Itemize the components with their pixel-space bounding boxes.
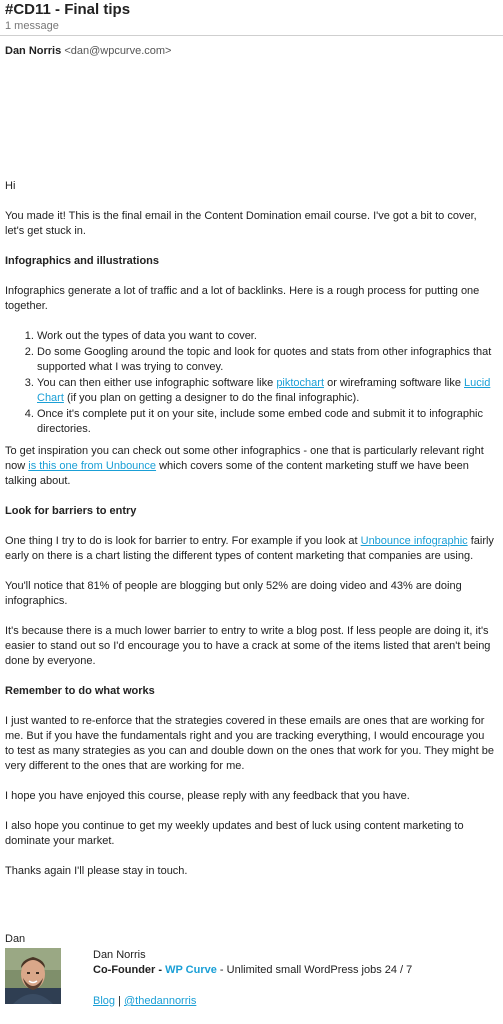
greeting: Hi: [5, 180, 16, 192]
paragraph-text: which covers some of the content marketing stuff we have been talking about.: [5, 460, 469, 487]
avatar: [5, 948, 61, 1004]
unbounce-infographic-link[interactable]: Unbounce infographic: [360, 535, 468, 547]
barriers-paragraph: [5, 534, 495, 564]
sender-name[interactable]: Dan Norris: [5, 45, 62, 57]
sender-email: <dan@wpcurve.com>: [64, 45, 172, 57]
stats-paragraph: You'll notice that 81% of people are blogging but only 52% are doing video and 43% are doing infographics.: [5, 580, 462, 607]
twitter-link[interactable]: @thedannorris: [124, 995, 197, 1007]
list-item: 4. Once it's complete put it on your site, include some embed code and submit it to infographic directories.: [37, 407, 495, 437]
list-item: [37, 376, 495, 406]
message-count: 1 message: [5, 20, 59, 32]
list-text: (if you plan on getting a designer to do the final infographic).: [63, 392, 360, 404]
inspiration-paragraph: [5, 444, 495, 489]
header-divider: [0, 35, 503, 36]
section-title-what-works: Remember to do what works: [5, 685, 155, 697]
signature-title: Co-Founder -: [93, 964, 166, 976]
barrier-explanation-paragraph: It's because there is a much lower barrier to entry to write a blog post. If less people are doing it, it's easier to stand out so I'd encourage you to have a crack at some of the items listed that aren't being done by everyone.: [5, 625, 491, 667]
intro-paragraph: You made it! This is the final email in the Content Domination email course. I've got a bit to cover, let's get stuck in.: [5, 210, 477, 237]
avatar-photo-icon: [5, 948, 61, 1004]
blog-link[interactable]: Blog: [93, 995, 116, 1007]
signature-short-name: Dan: [5, 933, 26, 945]
piktochart-link[interactable]: piktochart: [276, 377, 325, 389]
closing-paragraph: Thanks again I'll please stay in touch.: [5, 865, 188, 877]
email-body: [5, 179, 495, 894]
signature-links: [93, 994, 196, 1009]
list-text: or wireframing software like: [324, 377, 465, 389]
list-item: 2. Do some Googling around the topic and look for quotes and stats from other infographics that supported what I was trying to convey.: [37, 345, 495, 375]
link-separator: |: [115, 995, 125, 1007]
company-link[interactable]: WP Curve: [165, 964, 217, 976]
what-works-paragraph: I just wanted to re-enforce that the strategies covered in these emails are ones that are working for me. But if you have the fundamentals right and you are tracking everything, I would encourage you to test as many strategies as you can and double down on the ones that work for you. They might be very different to the ones that are working for me.: [5, 715, 494, 772]
list-item: 1. Work out the types of data you want to cover.: [37, 329, 495, 344]
signature-full-name: Dan Norris: [93, 949, 146, 961]
section-title-barriers: Look for barriers to entry: [5, 505, 137, 517]
section-title-infographics: Infographics and illustrations: [5, 255, 160, 267]
email-subject: #CD11 - Final tips: [5, 1, 131, 18]
signature-tagline: - Unlimited small WordPress jobs 24 / 7: [216, 964, 413, 976]
process-list: [5, 329, 495, 437]
sender-line: [5, 44, 171, 59]
paragraph-text: To get inspiration you can check out some other infographics - one that is particularly relevant right now: [5, 445, 484, 472]
list-text: You can then either use infographic software like: [37, 377, 277, 389]
paragraph-text: One thing I try to do is look for barrier to entry. For example if you look at: [5, 535, 361, 547]
unbounce-link[interactable]: is this one from Unbounce: [28, 460, 157, 472]
feedback-paragraph: I hope you have enjoyed this course, please reply with any feedback that you have.: [5, 790, 410, 802]
infographics-paragraph: Infographics generate a lot of traffic and a lot of backlinks. Here is a rough process for putting one together.: [5, 285, 480, 312]
signature-title-line: [93, 963, 503, 978]
updates-paragraph: I also hope you continue to get my weekly updates and best of luck using content marketing to dominate your market.: [5, 820, 464, 847]
lucid-chart-link[interactable]: Lucid Chart: [37, 377, 491, 404]
signature-details: [93, 948, 503, 978]
paragraph-text: fairly early on there is a chart listing the different types of content marketing that companies are using.: [5, 535, 494, 562]
